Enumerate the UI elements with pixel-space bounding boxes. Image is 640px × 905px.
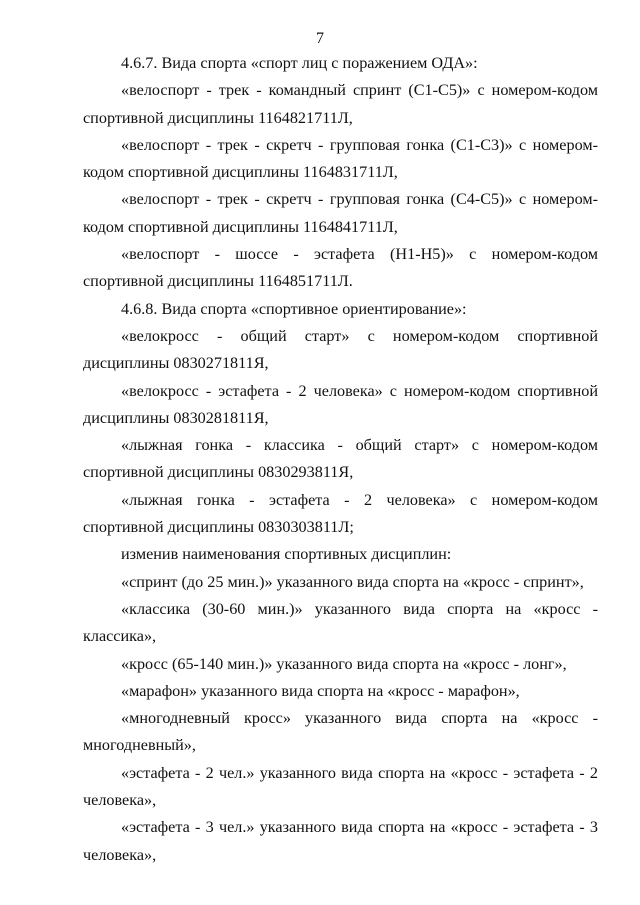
rename-item: «многодневный кросс» указанного вида спорта на «кросс - многодневный», (83, 709, 598, 755)
discipline-item: «велокросс - эстафета - 2 человека» с номером-кодом спортивной дисциплины 0830281811Я, (83, 381, 598, 427)
discipline-item: «велоспорт - трек - скретч - групповая гонка (С4-С5)» с номером-кодом спортивной дисциплины 1164841711Л, (83, 190, 598, 236)
discipline-item: «велоспорт - трек - скретч - групповая гонка (С1-С3)» с номером-кодом спортивной дисциплины 1164831711Л, (83, 135, 598, 182)
rename-item: «спринт (до 25 мин.)» указанного вида спорта на «кросс - спринт», (121, 572, 584, 591)
rename-item: «эстафета - 3 чел.» указанного вида спорта на «кросс - эстафета - 3 человека», (83, 818, 598, 864)
discipline-item: «лыжная гонка - эстафета - 2 человека» с номером-кодом спортивной дисциплины 0830303811Л; (83, 490, 598, 537)
rename-item: «марафон» указанного вида спорта на «кросс - марафон», (121, 681, 520, 700)
rename-item: «классика (30-60 мин.)» указанного вида спорта на «кросс - классика», (83, 599, 598, 646)
rename-intro: изменив наименования спортивных дисциплин: (121, 545, 452, 564)
discipline-item: «велокросс - общий старт» с номером-кодом спортивной дисциплины 0830271811Я, (83, 326, 598, 373)
section-heading-4-6-8: 4.6.8. Вида спорта «спортивное ориентирование»: (121, 299, 467, 318)
document-body (83, 50, 598, 869)
discipline-item: «велоспорт - шоссе - эстафета (Н1-Н5)» с номером-кодом спортивной дисциплины 1164851711Л. (83, 245, 598, 291)
discipline-item: «велоспорт - трек - командный спринт (С1-С5)» с номером-кодом спортивной дисциплины 1164821711Л, (83, 81, 598, 127)
rename-item: «кросс (65-140 мин.)» указанного вида спорта на «кросс - лонг», (121, 654, 567, 673)
discipline-item: «лыжная гонка - классика - общий старт» с номером-кодом спортивной дисциплины 0830293811Я, (83, 436, 598, 482)
section-heading-4-6-7: 4.6.7. Вида спорта «спорт лиц с поражением ОДА»: (121, 54, 478, 72)
page-number: 7 (316, 30, 324, 47)
rename-item: «эстафета - 2 чел.» указанного вида спорта на «кросс - эстафета - 2 человека», (83, 763, 598, 810)
